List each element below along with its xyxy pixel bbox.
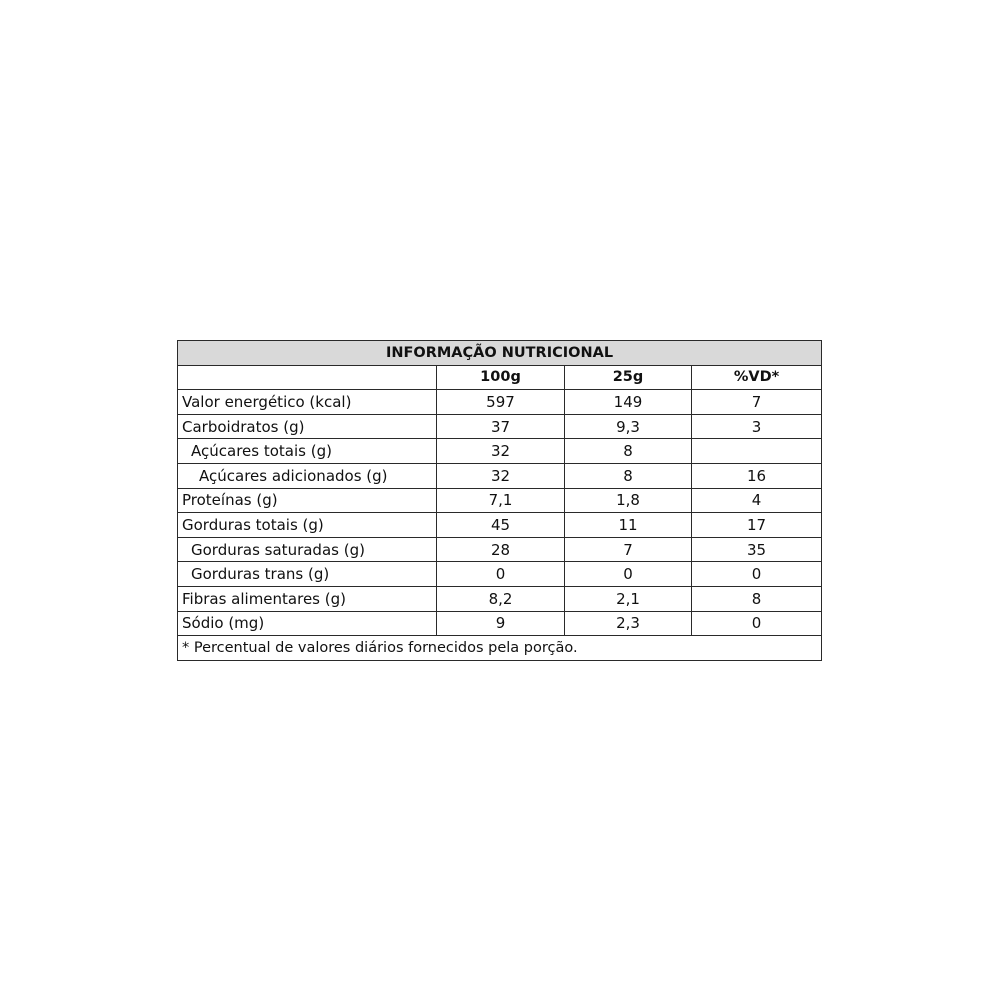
- table-row: [178, 488, 822, 513]
- nutrient-label: Fibras alimentares (g): [178, 586, 437, 611]
- value-25g: 8: [565, 439, 692, 464]
- value-25g: 2,1: [565, 586, 692, 611]
- value-25g: 8: [565, 463, 692, 488]
- column-header-row: [178, 365, 822, 390]
- column-header-nutrient: [178, 365, 437, 390]
- nutrition-facts-table: [177, 340, 822, 661]
- table-row: [178, 562, 822, 587]
- nutrient-label: Açúcares totais (g): [178, 439, 437, 464]
- nutrient-label: Sódio (mg): [178, 611, 437, 636]
- table-body: [178, 390, 822, 636]
- value-100g: 9: [437, 611, 565, 636]
- nutrient-label: Gorduras trans (g): [178, 562, 437, 587]
- value-vd: 8: [692, 586, 822, 611]
- value-25g: 11: [565, 513, 692, 538]
- column-header-vd: %VD*: [692, 365, 822, 390]
- value-100g: 0: [437, 562, 565, 587]
- value-vd: 7: [692, 390, 822, 415]
- table-row: [178, 463, 822, 488]
- value-100g: 32: [437, 463, 565, 488]
- footnote: * Percentual de valores diários fornecidos pela porção.: [178, 636, 822, 661]
- table-row: [178, 414, 822, 439]
- value-vd: 17: [692, 513, 822, 538]
- value-100g: 32: [437, 439, 565, 464]
- value-vd: 0: [692, 611, 822, 636]
- value-vd: [692, 439, 822, 464]
- nutrient-label: Proteínas (g): [178, 488, 437, 513]
- table-row: [178, 439, 822, 464]
- nutrient-label: Açúcares adicionados (g): [178, 463, 437, 488]
- table-row: [178, 586, 822, 611]
- table-row: [178, 513, 822, 538]
- footnote-row: [178, 636, 822, 661]
- value-vd: 0: [692, 562, 822, 587]
- table-title: INFORMAÇÃO NUTRICIONAL: [178, 341, 822, 366]
- table-title-row: [178, 341, 822, 366]
- table-row: [178, 537, 822, 562]
- value-100g: 45: [437, 513, 565, 538]
- value-100g: 7,1: [437, 488, 565, 513]
- value-25g: 0: [565, 562, 692, 587]
- table-row: [178, 611, 822, 636]
- nutrient-label: Carboidratos (g): [178, 414, 437, 439]
- column-header-25g: 25g: [565, 365, 692, 390]
- value-100g: 28: [437, 537, 565, 562]
- value-100g: 597: [437, 390, 565, 415]
- value-100g: 37: [437, 414, 565, 439]
- value-25g: 7: [565, 537, 692, 562]
- column-header-100g: 100g: [437, 365, 565, 390]
- value-vd: 16: [692, 463, 822, 488]
- value-vd: 3: [692, 414, 822, 439]
- value-25g: 2,3: [565, 611, 692, 636]
- table-row: [178, 390, 822, 415]
- value-25g: 1,8: [565, 488, 692, 513]
- value-vd: 35: [692, 537, 822, 562]
- value-25g: 9,3: [565, 414, 692, 439]
- nutrient-label: Valor energético (kcal): [178, 390, 437, 415]
- value-vd: 4: [692, 488, 822, 513]
- nutrient-label: Gorduras saturadas (g): [178, 537, 437, 562]
- value-25g: 149: [565, 390, 692, 415]
- nutrient-label: Gorduras totais (g): [178, 513, 437, 538]
- value-100g: 8,2: [437, 586, 565, 611]
